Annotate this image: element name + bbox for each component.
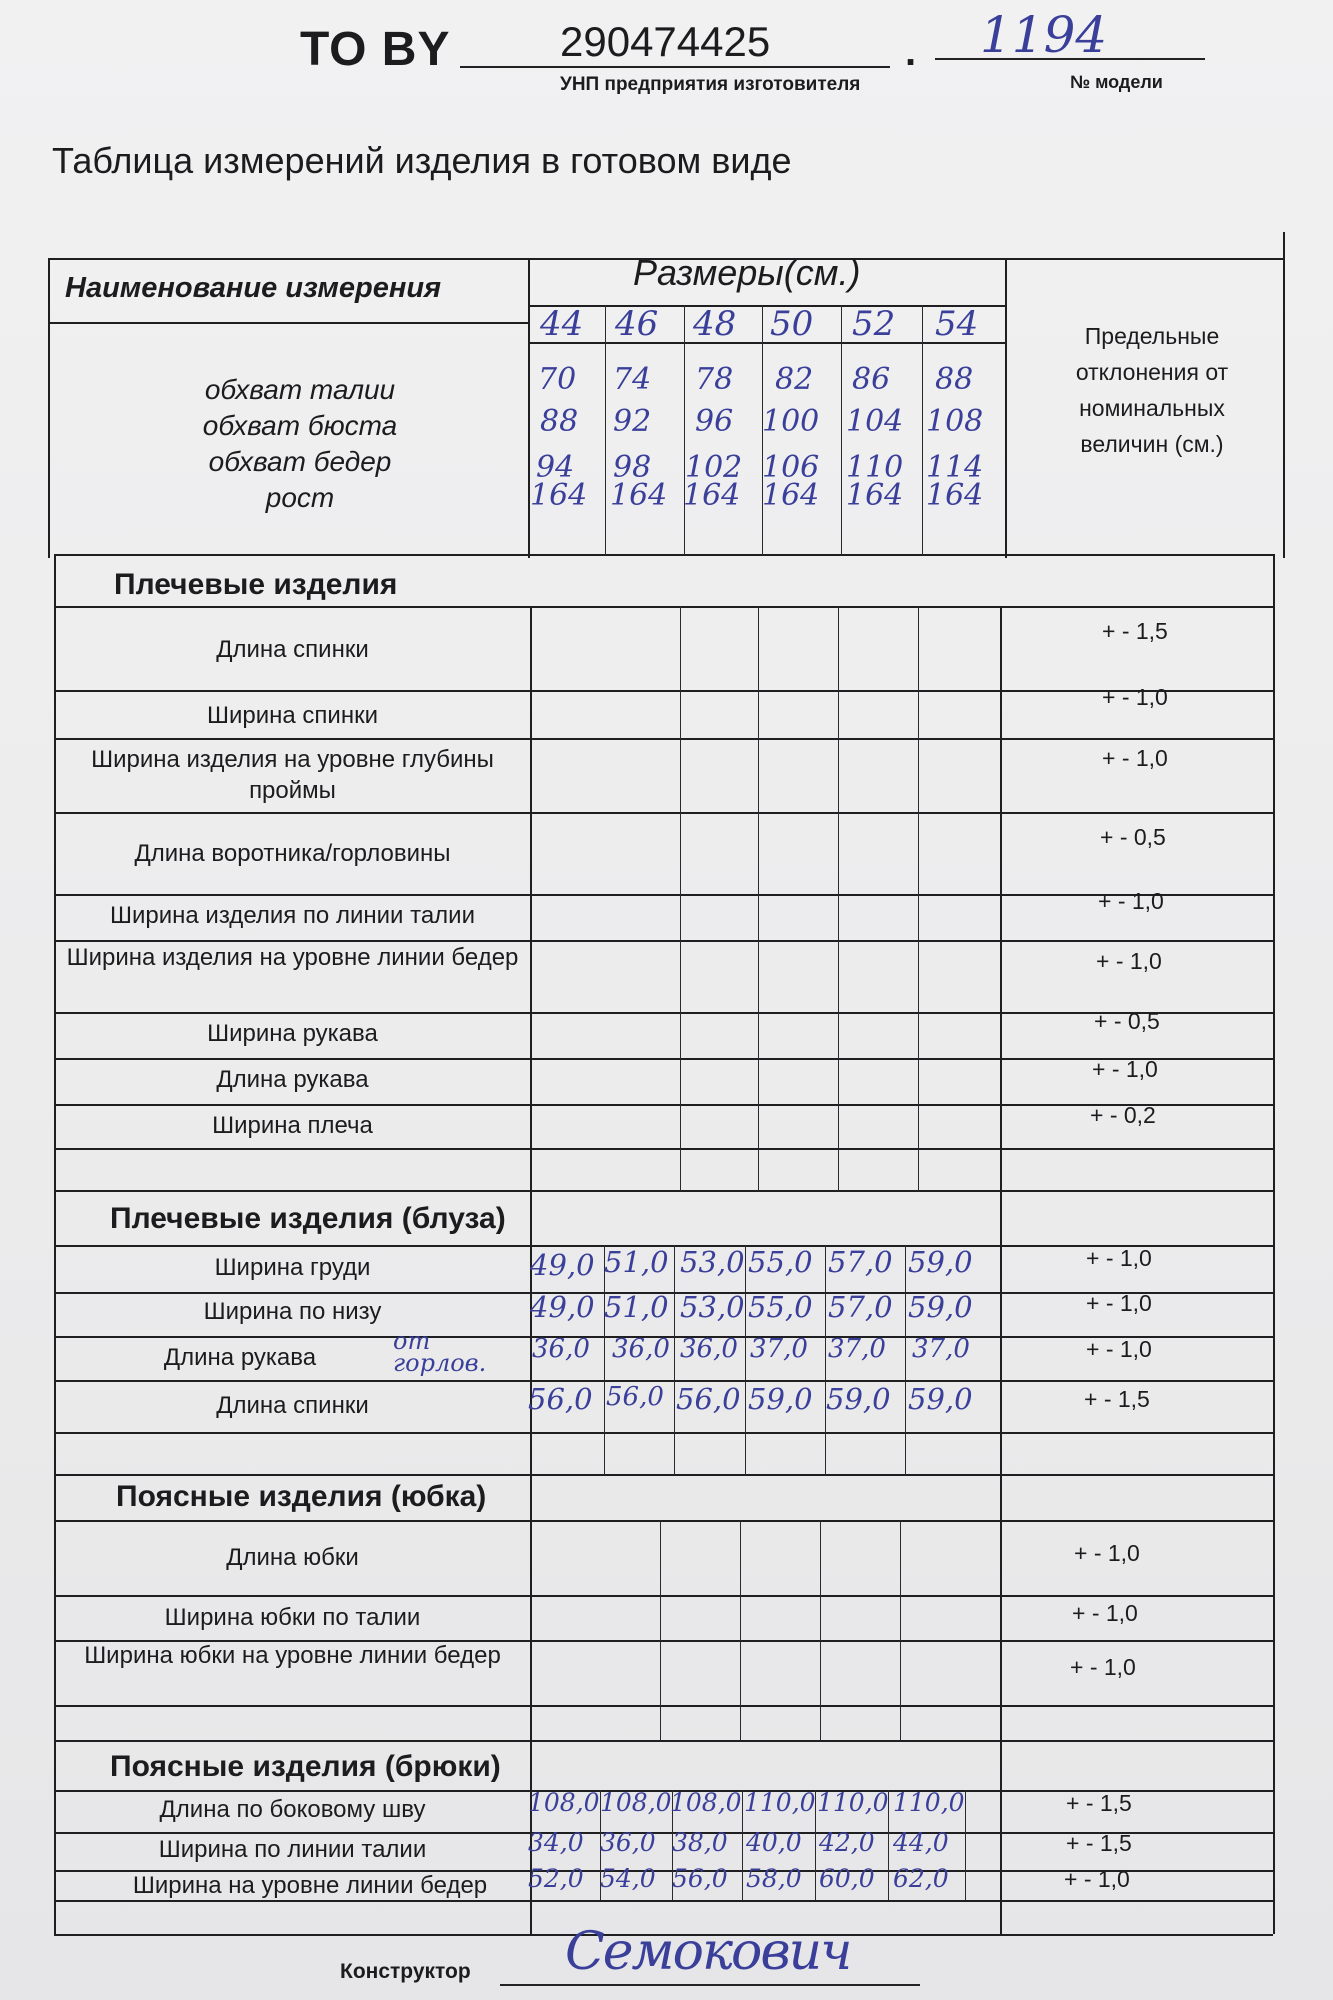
blouse-value: 36,0 — [680, 1334, 738, 1364]
deviation-header: Предельные отклонения от номинальных величин (см.) — [1075, 323, 1229, 457]
row-label: Ширина изделия на уровне глубины проймы — [91, 746, 494, 804]
body-value: 86 — [852, 362, 891, 397]
body-measure-label: рост — [265, 482, 335, 513]
row-label: Ширина спинки — [207, 702, 378, 729]
blouse-value: 37,0 — [828, 1334, 886, 1364]
model-underline — [935, 58, 1205, 60]
body-value: 82 — [775, 362, 814, 397]
signature-line — [500, 1984, 920, 1986]
body-value: 102 — [685, 450, 743, 485]
blouse-value: 51,0 — [604, 1290, 669, 1324]
body-value: 100 — [762, 404, 820, 439]
model-caption: № модели — [1070, 72, 1163, 92]
trousers-value: 108,0 — [600, 1788, 672, 1817]
body-value: 96 — [695, 404, 734, 439]
row-label: Ширина изделия на уровне линии бедер — [66, 944, 519, 971]
body-value: 164 — [683, 478, 741, 513]
blouse-value: 59,0 — [748, 1382, 813, 1416]
section-title: Плечевые изделия (блуза) — [110, 1202, 506, 1235]
row-label: Длина рукава — [216, 1066, 369, 1093]
row-label: Длина спинки — [216, 636, 369, 663]
blouse-value: 56,0 — [676, 1382, 741, 1416]
row-note: от горлов. — [393, 1327, 487, 1377]
constructor-label: Конструктор — [340, 1960, 471, 1983]
blouse-value: 53,0 — [680, 1245, 745, 1279]
row-tolerance: + - 1,0 — [1074, 1540, 1140, 1566]
row-tolerance: + - 1,0 — [1096, 948, 1162, 974]
to-label: ТО BY — [300, 23, 451, 76]
blouse-value: 56,0 — [528, 1382, 593, 1416]
trousers-value: 58,0 — [746, 1864, 802, 1893]
size-cell: 54 — [935, 304, 979, 344]
body-value: 94 — [536, 450, 575, 485]
trousers-value: 36,0 — [600, 1828, 656, 1857]
size-cell: 52 — [852, 304, 896, 344]
blouse-value: 49,0 — [530, 1248, 595, 1282]
trousers-value: 108,0 — [528, 1788, 600, 1817]
blouse-value: 59,0 — [908, 1290, 973, 1324]
row-label: Длина юбки — [226, 1544, 359, 1571]
row-label: Длина спинки — [216, 1392, 369, 1419]
row-label: Длина по боковому шву — [159, 1796, 426, 1823]
trousers-value: 34,0 — [528, 1828, 584, 1857]
trousers-value: 60,0 — [819, 1864, 875, 1893]
section-title: Поясные изделия (брюки) — [110, 1750, 501, 1783]
section-title: Плечевые изделия — [114, 568, 398, 601]
blouse-value: 57,0 — [828, 1245, 893, 1279]
body-value: 104 — [846, 404, 904, 439]
sizes-header: Размеры(см.) — [633, 252, 861, 293]
body-measure-label: обхват талии — [204, 374, 396, 405]
row-tolerance: + - 1,5 — [1102, 618, 1168, 644]
trousers-value: 42,0 — [819, 1828, 875, 1857]
row-label: Ширина груди — [214, 1254, 371, 1281]
row-label: Ширина по низу — [203, 1298, 382, 1325]
signature: Семокович — [565, 1922, 851, 1982]
row-label: Ширина по линии талии — [158, 1836, 427, 1863]
body-value: 108 — [926, 404, 984, 439]
unp-caption: УНП предприятия изготовителя — [560, 74, 861, 95]
row-label: Ширина изделия по линии талии — [110, 902, 475, 929]
blouse-value: 53,0 — [680, 1290, 745, 1324]
body-value: 92 — [613, 404, 652, 439]
row-tolerance: + - 1,0 — [1102, 684, 1168, 710]
row-label: Ширина на уровне линии бедер — [132, 1872, 488, 1899]
row-tolerance: + - 1,0 — [1072, 1600, 1138, 1626]
body-value: 88 — [935, 362, 974, 397]
blouse-value: 59,0 — [908, 1382, 973, 1416]
body-value: 74 — [613, 362, 652, 397]
body-value: 78 — [695, 362, 734, 397]
trousers-value: 38,0 — [672, 1828, 728, 1857]
blouse-value: 59,0 — [908, 1245, 973, 1279]
row-tolerance: + - 1,5 — [1066, 1830, 1132, 1856]
row-tolerance: + - 1,0 — [1092, 1056, 1158, 1082]
unp-value: 290474425 — [560, 18, 771, 65]
row-tolerance: + - 1,5 — [1084, 1386, 1150, 1412]
body-measure-label: обхват бедер — [208, 446, 392, 477]
row-label: Ширина юбки по талии — [164, 1604, 421, 1631]
trousers-value: 110,0 — [817, 1788, 889, 1817]
unp-underline — [460, 66, 890, 68]
trousers-value: 44,0 — [893, 1828, 949, 1857]
body-value: 106 — [762, 450, 820, 485]
body-value: 164 — [762, 478, 820, 513]
size-cell: 50 — [770, 304, 814, 344]
row-tolerance: + - 1,0 — [1086, 1290, 1152, 1316]
size-cell: 48 — [693, 304, 737, 344]
blouse-value: 55,0 — [748, 1245, 813, 1279]
body-measure-label: обхват бюста — [202, 410, 398, 441]
blouse-value: 36,0 — [532, 1334, 590, 1364]
row-tolerance: + - 1,0 — [1102, 745, 1168, 771]
row-label: Длина воротника/горловины — [134, 840, 451, 867]
row-tolerance: + - 1,0 — [1086, 1245, 1152, 1271]
trousers-value: 40,0 — [746, 1828, 802, 1857]
body-value: 164 — [846, 478, 904, 513]
blouse-value: 56,0 — [606, 1382, 664, 1412]
row-tolerance: + - 1,5 — [1066, 1790, 1132, 1816]
row-tolerance: + - 0,2 — [1090, 1102, 1156, 1128]
row-tolerance: + - 1,0 — [1098, 888, 1164, 914]
blouse-value: 37,0 — [912, 1334, 970, 1364]
page-title: Таблица измерений изделия в готовом виде — [52, 140, 792, 181]
row-tolerance: + - 1,0 — [1070, 1654, 1136, 1680]
body-value: 70 — [538, 362, 577, 397]
blouse-value: 57,0 — [828, 1290, 893, 1324]
body-value: 164 — [530, 478, 588, 513]
trousers-value: 52,0 — [528, 1864, 584, 1893]
row-label: Ширина плеча — [212, 1112, 373, 1139]
body-value: 164 — [926, 478, 984, 513]
size-cell: 44 — [540, 304, 584, 344]
blouse-value: 51,0 — [604, 1245, 669, 1279]
row-label: Длина рукава — [163, 1344, 317, 1371]
trousers-value: 110,0 — [893, 1788, 965, 1817]
size-cell: 46 — [615, 304, 659, 344]
trousers-value: 56,0 — [672, 1864, 728, 1893]
body-value: 110 — [846, 450, 904, 485]
section-title: Поясные изделия (юбка) — [116, 1480, 487, 1513]
row-tolerance: + - 1,0 — [1086, 1336, 1152, 1362]
body-value: 164 — [610, 478, 668, 513]
blouse-value: 59,0 — [826, 1382, 891, 1416]
row-tolerance: + - 1,0 — [1064, 1866, 1130, 1892]
row-tolerance: + - 0,5 — [1094, 1008, 1160, 1034]
header-dot: . — [905, 30, 917, 74]
body-value: 114 — [926, 450, 984, 485]
blouse-value: 49,0 — [530, 1290, 595, 1324]
body-value: 98 — [613, 450, 652, 485]
row-label: Ширина юбки на уровне линии бедер — [84, 1642, 501, 1669]
trousers-value: 108,0 — [670, 1788, 742, 1817]
body-value: 88 — [540, 404, 579, 439]
row-tolerance: + - 0,5 — [1100, 824, 1166, 850]
trousers-value: 62,0 — [893, 1864, 949, 1893]
blouse-value: 37,0 — [750, 1334, 808, 1364]
row-label: Ширина рукава — [207, 1020, 378, 1047]
blouse-value: 36,0 — [612, 1334, 670, 1364]
trousers-value: 110,0 — [744, 1788, 816, 1817]
measurement-name-header: Наименование измерения — [65, 272, 442, 304]
trousers-value: 54,0 — [600, 1864, 656, 1893]
blouse-value: 55,0 — [748, 1290, 813, 1324]
model-number: 1194 — [980, 6, 1108, 64]
